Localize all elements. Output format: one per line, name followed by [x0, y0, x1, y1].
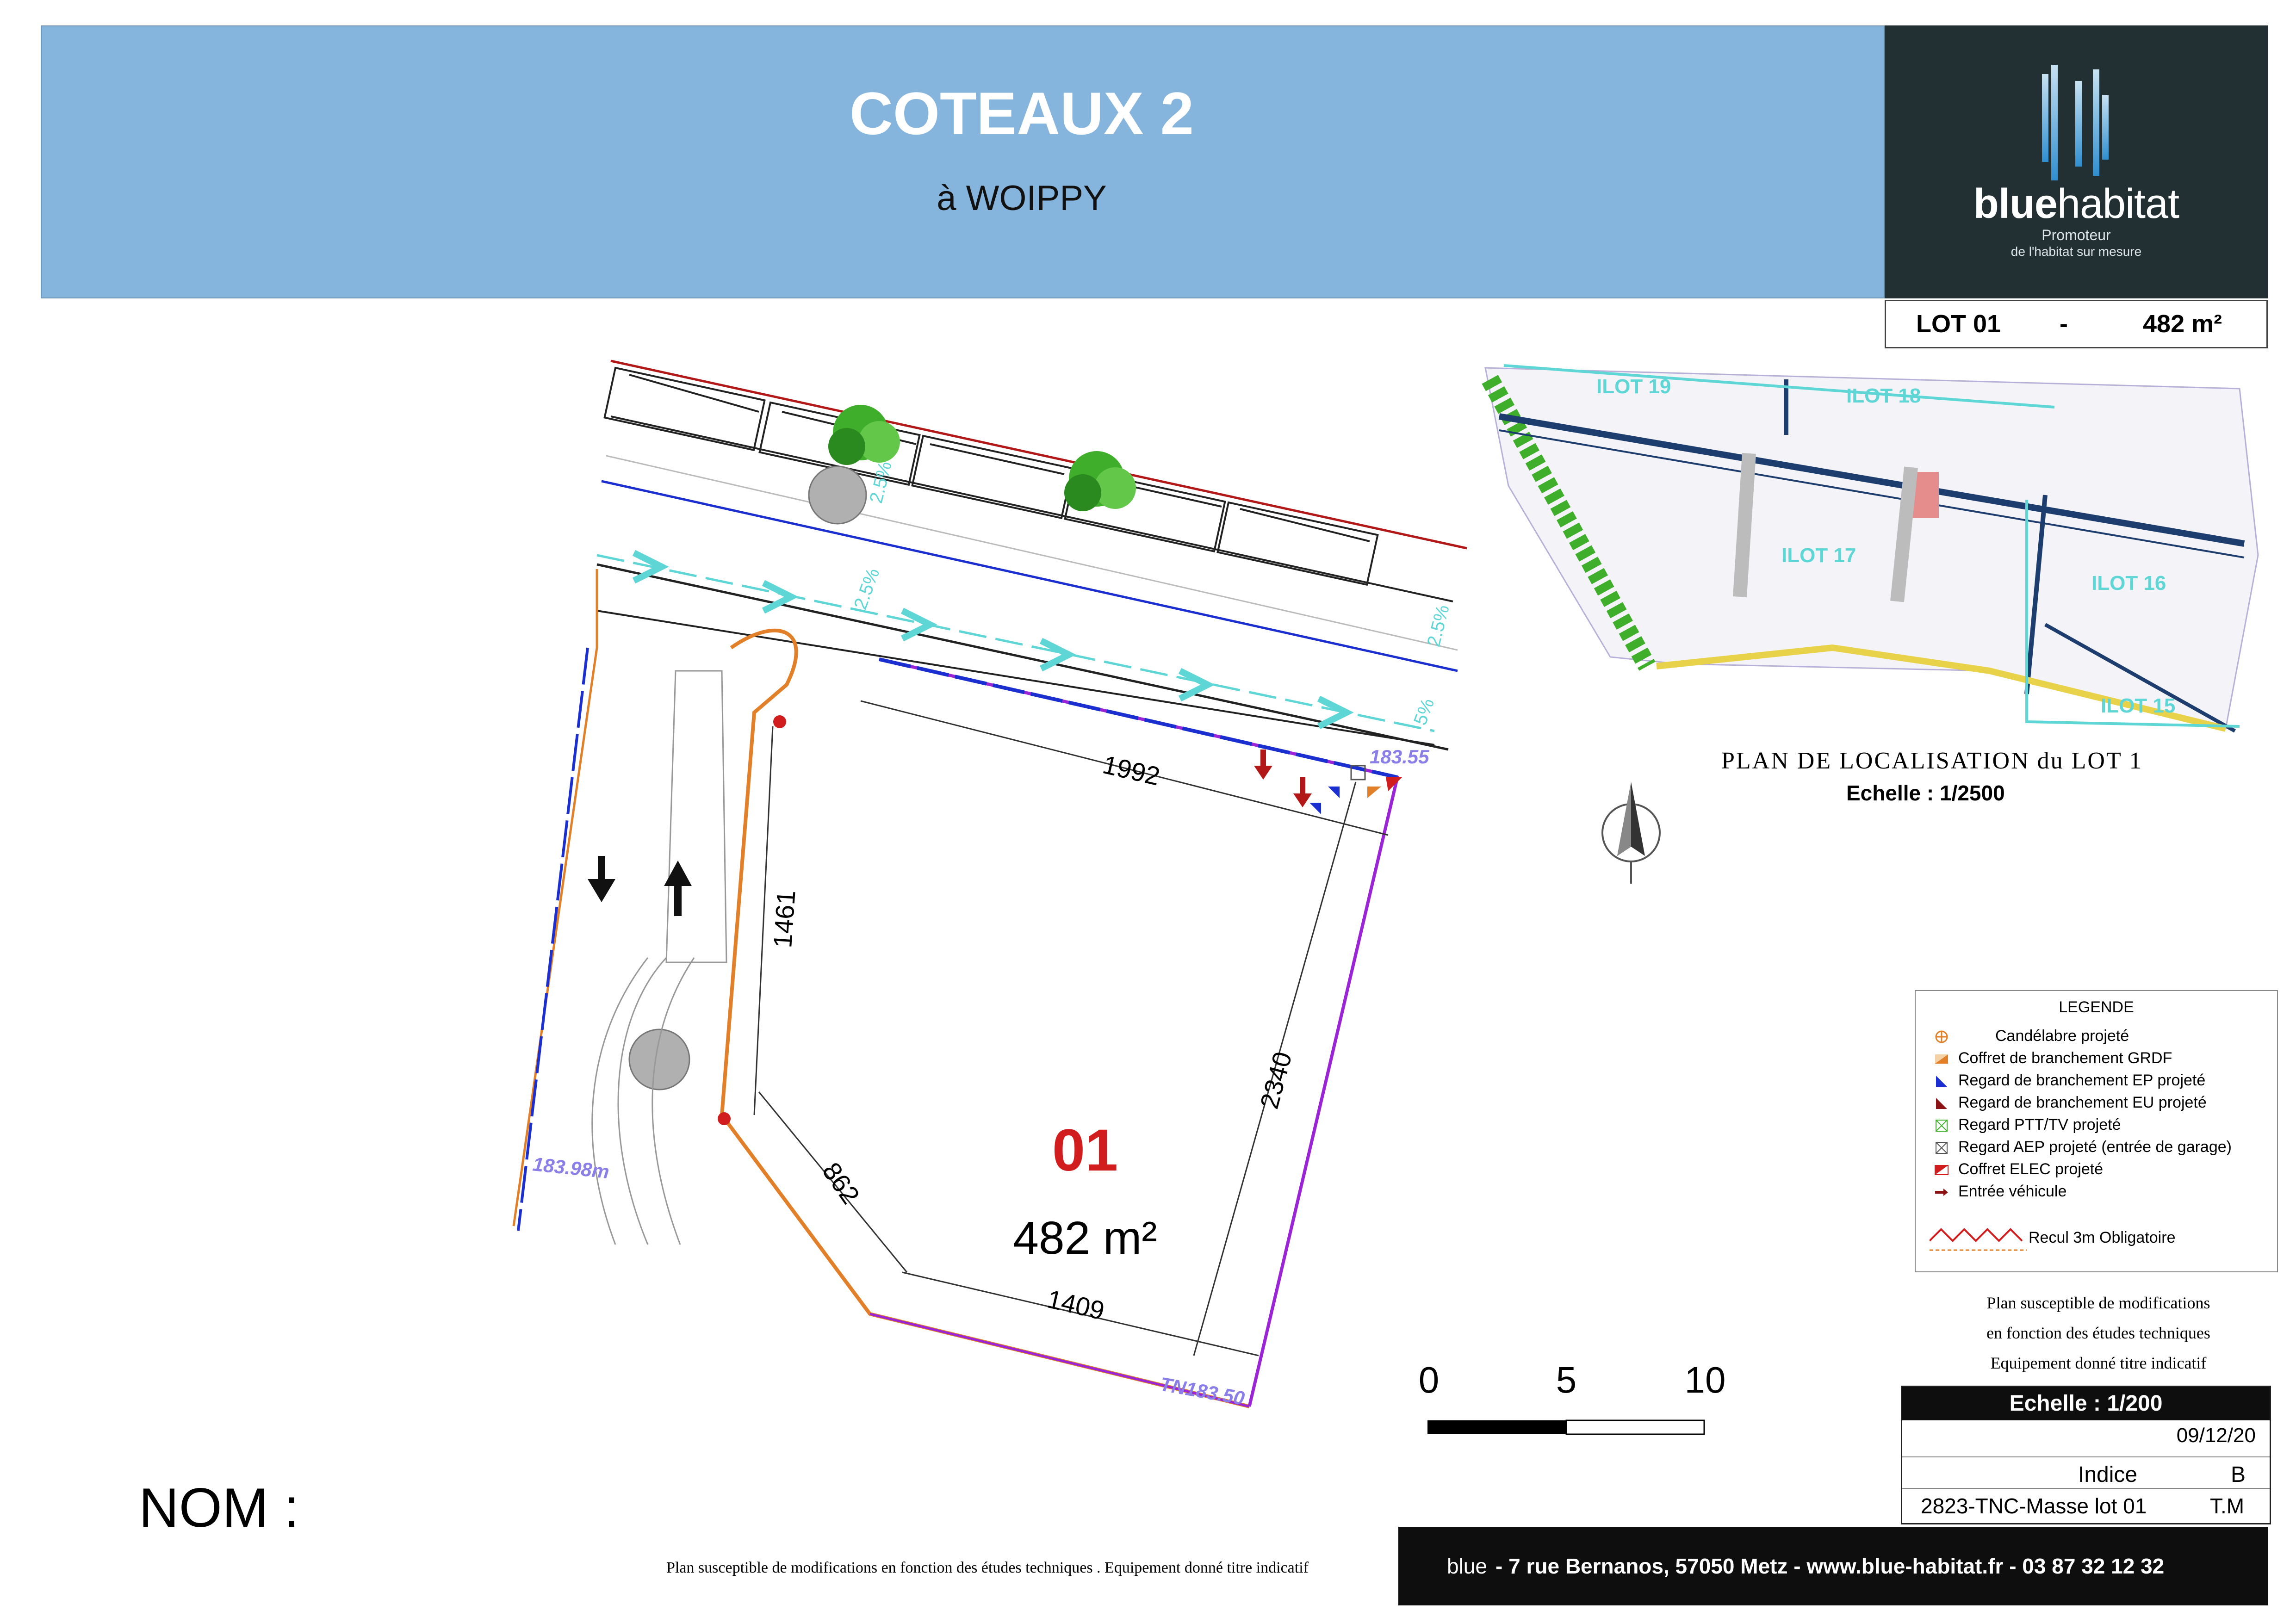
location-plan-scale: Echelle : 1/2500 [1846, 781, 2005, 805]
vehicle-entry-icon [1934, 1185, 1949, 1200]
revision-label: Indice [2078, 1462, 2138, 1487]
revision-row [1902, 1456, 2270, 1489]
elec-box-icon [1934, 1163, 1949, 1177]
slope-label: 2.5% [1423, 603, 1453, 649]
footer-address: - 7 rue Bernanos, 57050 Metz - www.blue-habitat.fr - 03 87 32 12 32 [1496, 1554, 2165, 1578]
lot-separator: - [2060, 310, 2068, 338]
revision-value: B [2231, 1462, 2246, 1487]
legend-title: LEGENDE [2059, 998, 2134, 1016]
ilot-label: ILOT 15 [2101, 694, 2176, 717]
ilot-label: ILOT 19 [1596, 375, 1671, 398]
legend-box [1915, 990, 2278, 1272]
candelabra-icon [1934, 1029, 1949, 1044]
ilot-label: ILOT 17 [1781, 544, 1856, 567]
logo-tagline-2: de l'habitat sur mesure [2011, 244, 2142, 259]
footer-brand: blue [1447, 1554, 1487, 1578]
legend-item: Regard PTT/TV projeté [1934, 1116, 2121, 1136]
note-line-1: Plan susceptible de modifications [1986, 1294, 2210, 1312]
altitude-label: 183.98m [532, 1153, 610, 1183]
legend-item: Regard de branchement EU projeté [1934, 1094, 2207, 1114]
legend-item: Coffret ELEC projeté [1934, 1160, 2103, 1181]
altitude-label: 183.55 [1370, 746, 1429, 768]
note-line-3: Equipement donné titre indicatif [1990, 1354, 2207, 1372]
project-location: à WOIPPY [937, 179, 1107, 218]
ilot-label: ILOT 18 [1846, 384, 1921, 407]
legend-item: Regard de branchement EP projeté [1934, 1072, 2205, 1092]
scale-label: 10 [1684, 1359, 1726, 1400]
logo-wordmark: bluehabitat [1973, 181, 2179, 227]
scale-label: 0 [1418, 1359, 1440, 1400]
ptt-manhole-icon [1934, 1118, 1949, 1133]
dimension-diagonal: 862 [817, 1157, 866, 1209]
project-title: COTEAUX 2 [849, 80, 1194, 147]
name-label: NOM : [139, 1477, 299, 1539]
grdf-box-icon [1934, 1052, 1949, 1066]
ep-manhole-icon [1934, 1074, 1949, 1089]
dimension-bottom: 1409 [1044, 1284, 1107, 1326]
aep-manhole-icon [1934, 1140, 1949, 1155]
legend-item: Recul 3m Obligatoire [1930, 1225, 2175, 1245]
location-plan-title: PLAN DE LOCALISATION du LOT 1 [1721, 748, 2143, 774]
bottom-disclaimer: Plan susceptible de modifications en fonction des études techniques . Equipement donné titre indicatif [666, 1559, 1309, 1576]
slope-label: 2.5% [850, 565, 884, 613]
legend-item: Coffret de branchement GRDF [1934, 1049, 2172, 1070]
legend-item: Candélabre projeté [1934, 1027, 2129, 1047]
drawing-scale: Echelle : 1/200 [1902, 1387, 2270, 1420]
altitude-label: TN183.50 [1158, 1373, 1247, 1409]
lot-number-label: LOT 01 [1916, 310, 2001, 338]
slope-label: 5% [1410, 695, 1439, 728]
drawing-date: 09/12/20 [2176, 1424, 2256, 1447]
title-block [1901, 1386, 2271, 1524]
legend-item: Regard AEP projeté (entrée de garage) [1934, 1138, 2232, 1158]
legend-item: Entrée véhicule [1934, 1183, 2066, 1203]
lot-area-label: 482 m² [2143, 310, 2222, 338]
dimension-right: 2340 [1254, 1048, 1297, 1112]
slope-label: 2.5% [866, 459, 896, 506]
note-line-2: en fonction des études techniques [1986, 1324, 2210, 1342]
drawing-author: T.M [2210, 1494, 2245, 1518]
footer-band [1398, 1527, 2268, 1605]
setback-line-icon [1930, 1225, 2027, 1252]
eu-manhole-icon [1934, 1096, 1949, 1111]
dimension-left: 1461 [768, 889, 801, 949]
ilot-label: ILOT 16 [2091, 572, 2166, 595]
logo-tagline-1: Promoteur [2042, 227, 2111, 243]
lot-area: 482 m² [1013, 1212, 1157, 1264]
scale-bar-segment [1566, 1420, 1704, 1434]
scale-bar-segment [1427, 1420, 1566, 1434]
scale-label: 5 [1556, 1359, 1577, 1400]
drawing-reference: 2823-TNC-Masse lot 01 [1921, 1494, 2147, 1518]
dimension-top: 1992 [1100, 750, 1163, 791]
lot-number: 01 [1052, 1117, 1118, 1183]
